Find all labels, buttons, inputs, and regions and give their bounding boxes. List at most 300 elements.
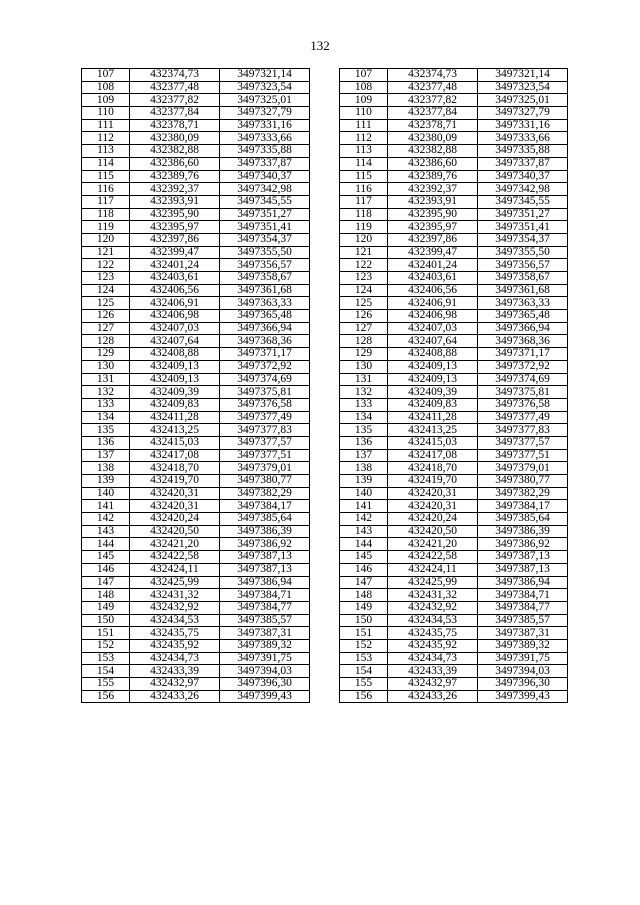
table-row — [82, 639, 568, 652]
left-y-coordinate-cell: 3497382,29 — [220, 487, 310, 500]
left-point-number-cell: 129 — [82, 348, 130, 361]
column-gap — [310, 525, 340, 538]
left-y-coordinate-cell: 3497363,33 — [220, 297, 310, 310]
left-x-coordinate-cell: 432422,58 — [130, 551, 220, 564]
left-x-coordinate-cell: 432406,56 — [130, 284, 220, 297]
left-y-coordinate-cell: 3497384,77 — [220, 601, 310, 614]
table-row — [82, 475, 568, 488]
table-row — [82, 94, 568, 107]
column-gap — [310, 360, 340, 373]
right-point-number-cell: 115 — [340, 170, 388, 183]
right-x-coordinate-cell: 432411,28 — [388, 411, 478, 424]
table-row — [82, 246, 568, 259]
column-gap — [310, 322, 340, 335]
right-x-coordinate-cell: 432395,97 — [388, 221, 478, 234]
table-row — [82, 107, 568, 120]
right-point-number-cell: 125 — [340, 297, 388, 310]
right-x-coordinate-cell: 432419,70 — [388, 475, 478, 488]
right-y-coordinate-cell: 3497376,58 — [478, 398, 568, 411]
left-y-coordinate-cell: 3497387,13 — [220, 551, 310, 564]
left-point-number-cell: 114 — [82, 157, 130, 170]
right-point-number-cell: 108 — [340, 81, 388, 94]
right-point-number-cell: 132 — [340, 386, 388, 399]
left-y-coordinate-cell: 3497358,67 — [220, 272, 310, 285]
column-gap — [310, 284, 340, 297]
table-row — [82, 665, 568, 678]
right-x-coordinate-cell: 432380,09 — [388, 132, 478, 145]
right-y-coordinate-cell: 3497351,27 — [478, 208, 568, 221]
right-x-coordinate-cell: 432420,31 — [388, 500, 478, 513]
column-gap — [310, 233, 340, 246]
left-x-coordinate-cell: 432407,64 — [130, 335, 220, 348]
left-point-number-cell: 132 — [82, 386, 130, 399]
left-y-coordinate-cell: 3497351,27 — [220, 208, 310, 221]
right-x-coordinate-cell: 432389,76 — [388, 170, 478, 183]
right-point-number-cell: 147 — [340, 576, 388, 589]
left-point-number-cell: 118 — [82, 208, 130, 221]
table-row — [82, 601, 568, 614]
left-x-coordinate-cell: 432435,75 — [130, 627, 220, 640]
column-gap — [310, 487, 340, 500]
right-point-number-cell: 136 — [340, 436, 388, 449]
right-point-number-cell: 131 — [340, 373, 388, 386]
right-x-coordinate-cell: 432434,73 — [388, 652, 478, 665]
column-gap — [310, 690, 340, 703]
table-row — [82, 284, 568, 297]
right-point-number-cell: 150 — [340, 614, 388, 627]
column-gap — [310, 639, 340, 652]
column-gap — [310, 462, 340, 475]
right-y-coordinate-cell: 3497321,14 — [478, 69, 568, 82]
right-point-number-cell: 124 — [340, 284, 388, 297]
table-row — [82, 145, 568, 158]
left-x-coordinate-cell: 432395,97 — [130, 221, 220, 234]
left-point-number-cell: 112 — [82, 132, 130, 145]
left-y-coordinate-cell: 3497335,88 — [220, 145, 310, 158]
right-x-coordinate-cell: 432406,56 — [388, 284, 478, 297]
table-row — [82, 678, 568, 691]
left-point-number-cell: 115 — [82, 170, 130, 183]
right-x-coordinate-cell: 432421,20 — [388, 538, 478, 551]
table-row — [82, 195, 568, 208]
left-x-coordinate-cell: 432401,24 — [130, 259, 220, 272]
right-x-coordinate-cell: 432378,71 — [388, 119, 478, 132]
right-y-coordinate-cell: 3497372,92 — [478, 360, 568, 373]
table-row — [82, 310, 568, 323]
column-gap — [310, 563, 340, 576]
column-gap — [310, 665, 340, 678]
right-x-coordinate-cell: 432417,08 — [388, 449, 478, 462]
table-row — [82, 132, 568, 145]
left-point-number-cell: 152 — [82, 639, 130, 652]
left-x-coordinate-cell: 432434,73 — [130, 652, 220, 665]
column-gap — [310, 221, 340, 234]
column-gap — [310, 576, 340, 589]
right-y-coordinate-cell: 3497356,57 — [478, 259, 568, 272]
left-point-number-cell: 135 — [82, 424, 130, 437]
left-x-coordinate-cell: 432419,70 — [130, 475, 220, 488]
right-y-coordinate-cell: 3497361,68 — [478, 284, 568, 297]
page-number: 132 — [310, 38, 330, 53]
left-point-number-cell: 131 — [82, 373, 130, 386]
right-point-number-cell: 127 — [340, 322, 388, 335]
right-point-number-cell: 143 — [340, 525, 388, 538]
column-gap — [310, 373, 340, 386]
right-point-number-cell: 113 — [340, 145, 388, 158]
column-gap — [310, 81, 340, 94]
column-gap — [310, 411, 340, 424]
right-point-number-cell: 152 — [340, 639, 388, 652]
left-y-coordinate-cell: 3497385,57 — [220, 614, 310, 627]
right-point-number-cell: 134 — [340, 411, 388, 424]
right-x-coordinate-cell: 432431,32 — [388, 589, 478, 602]
right-x-coordinate-cell: 432413,25 — [388, 424, 478, 437]
column-gap — [310, 297, 340, 310]
left-y-coordinate-cell: 3497375,81 — [220, 386, 310, 399]
left-x-coordinate-cell: 432377,82 — [130, 94, 220, 107]
left-point-number-cell: 154 — [82, 665, 130, 678]
right-x-coordinate-cell: 432433,26 — [388, 690, 478, 703]
right-x-coordinate-cell: 432418,70 — [388, 462, 478, 475]
left-y-coordinate-cell: 3497342,98 — [220, 183, 310, 196]
right-x-coordinate-cell: 432433,39 — [388, 665, 478, 678]
right-y-coordinate-cell: 3497384,17 — [478, 500, 568, 513]
right-y-coordinate-cell: 3497354,37 — [478, 233, 568, 246]
left-y-coordinate-cell: 3497391,75 — [220, 652, 310, 665]
left-y-coordinate-cell: 3497374,69 — [220, 373, 310, 386]
left-x-coordinate-cell: 432433,26 — [130, 690, 220, 703]
left-point-number-cell: 136 — [82, 436, 130, 449]
left-x-coordinate-cell: 432397,86 — [130, 233, 220, 246]
right-x-coordinate-cell: 432401,24 — [388, 259, 478, 272]
left-x-coordinate-cell: 432393,91 — [130, 195, 220, 208]
left-point-number-cell: 143 — [82, 525, 130, 538]
column-gap — [310, 436, 340, 449]
column-gap — [310, 500, 340, 513]
column-gap — [310, 513, 340, 526]
right-y-coordinate-cell: 3497389,32 — [478, 639, 568, 652]
left-point-number-cell: 128 — [82, 335, 130, 348]
left-x-coordinate-cell: 432418,70 — [130, 462, 220, 475]
left-y-coordinate-cell: 3497385,64 — [220, 513, 310, 526]
table-row — [82, 81, 568, 94]
table-row — [82, 157, 568, 170]
right-y-coordinate-cell: 3497377,83 — [478, 424, 568, 437]
right-y-coordinate-cell: 3497358,67 — [478, 272, 568, 285]
right-x-coordinate-cell: 432406,91 — [388, 297, 478, 310]
left-y-coordinate-cell: 3497321,14 — [220, 69, 310, 82]
left-x-coordinate-cell: 432420,31 — [130, 487, 220, 500]
right-y-coordinate-cell: 3497355,50 — [478, 246, 568, 259]
left-point-number-cell: 150 — [82, 614, 130, 627]
left-point-number-cell: 124 — [82, 284, 130, 297]
left-x-coordinate-cell: 432409,13 — [130, 360, 220, 373]
left-point-number-cell: 138 — [82, 462, 130, 475]
left-y-coordinate-cell: 3497377,49 — [220, 411, 310, 424]
right-point-number-cell: 144 — [340, 538, 388, 551]
table-row — [82, 690, 568, 703]
table-row — [82, 259, 568, 272]
column-gap — [310, 348, 340, 361]
column-gap — [310, 157, 340, 170]
left-y-coordinate-cell: 3497365,48 — [220, 310, 310, 323]
right-point-number-cell: 153 — [340, 652, 388, 665]
left-x-coordinate-cell: 432392,37 — [130, 183, 220, 196]
left-point-number-cell: 147 — [82, 576, 130, 589]
column-gap — [310, 310, 340, 323]
left-point-number-cell: 144 — [82, 538, 130, 551]
left-point-number-cell: 134 — [82, 411, 130, 424]
left-y-coordinate-cell: 3497361,68 — [220, 284, 310, 297]
right-x-coordinate-cell: 432377,48 — [388, 81, 478, 94]
right-y-coordinate-cell: 3497331,16 — [478, 119, 568, 132]
left-point-number-cell: 126 — [82, 310, 130, 323]
coordinates-table — [81, 68, 568, 703]
right-y-coordinate-cell: 3497366,94 — [478, 322, 568, 335]
right-point-number-cell: 135 — [340, 424, 388, 437]
right-x-coordinate-cell: 432392,37 — [388, 183, 478, 196]
table-row — [82, 462, 568, 475]
left-point-number-cell: 148 — [82, 589, 130, 602]
column-gap — [310, 678, 340, 691]
left-point-number-cell: 116 — [82, 183, 130, 196]
left-y-coordinate-cell: 3497396,30 — [220, 678, 310, 691]
table-row — [82, 652, 568, 665]
right-point-number-cell: 117 — [340, 195, 388, 208]
table-row — [82, 386, 568, 399]
table-row — [82, 411, 568, 424]
right-point-number-cell: 154 — [340, 665, 388, 678]
left-y-coordinate-cell: 3497380,77 — [220, 475, 310, 488]
left-x-coordinate-cell: 432378,71 — [130, 119, 220, 132]
right-x-coordinate-cell: 432409,83 — [388, 398, 478, 411]
left-point-number-cell: 149 — [82, 601, 130, 614]
left-x-coordinate-cell: 432432,92 — [130, 601, 220, 614]
left-point-number-cell: 110 — [82, 107, 130, 120]
right-y-coordinate-cell: 3497365,48 — [478, 310, 568, 323]
left-x-coordinate-cell: 432417,08 — [130, 449, 220, 462]
left-y-coordinate-cell: 3497337,87 — [220, 157, 310, 170]
left-x-coordinate-cell: 432411,28 — [130, 411, 220, 424]
column-gap — [310, 208, 340, 221]
right-point-number-cell: 129 — [340, 348, 388, 361]
right-x-coordinate-cell: 432386,60 — [388, 157, 478, 170]
column-gap — [310, 119, 340, 132]
right-point-number-cell: 128 — [340, 335, 388, 348]
left-point-number-cell: 140 — [82, 487, 130, 500]
right-y-coordinate-cell: 3497396,30 — [478, 678, 568, 691]
right-y-coordinate-cell: 3497382,29 — [478, 487, 568, 500]
right-point-number-cell: 151 — [340, 627, 388, 640]
right-y-coordinate-cell: 3497399,43 — [478, 690, 568, 703]
table-row — [82, 398, 568, 411]
table-row — [82, 360, 568, 373]
right-y-coordinate-cell: 3497377,49 — [478, 411, 568, 424]
table-row — [82, 551, 568, 564]
right-point-number-cell: 130 — [340, 360, 388, 373]
right-point-number-cell: 111 — [340, 119, 388, 132]
right-point-number-cell: 145 — [340, 551, 388, 564]
right-y-coordinate-cell: 3497345,55 — [478, 195, 568, 208]
table-row — [82, 272, 568, 285]
right-y-coordinate-cell: 3497386,92 — [478, 538, 568, 551]
table-row — [82, 373, 568, 386]
left-point-number-cell: 119 — [82, 221, 130, 234]
column-gap — [310, 132, 340, 145]
left-point-number-cell: 108 — [82, 81, 130, 94]
right-y-coordinate-cell: 3497337,87 — [478, 157, 568, 170]
left-y-coordinate-cell: 3497387,13 — [220, 563, 310, 576]
right-point-number-cell: 123 — [340, 272, 388, 285]
right-y-coordinate-cell: 3497335,88 — [478, 145, 568, 158]
right-y-coordinate-cell: 3497351,41 — [478, 221, 568, 234]
left-x-coordinate-cell: 432409,39 — [130, 386, 220, 399]
left-x-coordinate-cell: 432406,91 — [130, 297, 220, 310]
right-x-coordinate-cell: 432415,03 — [388, 436, 478, 449]
left-x-coordinate-cell: 432433,39 — [130, 665, 220, 678]
left-y-coordinate-cell: 3497377,57 — [220, 436, 310, 449]
left-point-number-cell: 145 — [82, 551, 130, 564]
right-y-coordinate-cell: 3497323,54 — [478, 81, 568, 94]
left-y-coordinate-cell: 3497394,03 — [220, 665, 310, 678]
left-point-number-cell: 127 — [82, 322, 130, 335]
right-y-coordinate-cell: 3497340,37 — [478, 170, 568, 183]
right-x-coordinate-cell: 432406,98 — [388, 310, 478, 323]
left-y-coordinate-cell: 3497387,31 — [220, 627, 310, 640]
left-x-coordinate-cell: 432425,99 — [130, 576, 220, 589]
right-y-coordinate-cell: 3497368,36 — [478, 335, 568, 348]
left-point-number-cell: 123 — [82, 272, 130, 285]
column-gap — [310, 589, 340, 602]
right-y-coordinate-cell: 3497374,69 — [478, 373, 568, 386]
column-gap — [310, 652, 340, 665]
left-x-coordinate-cell: 432395,90 — [130, 208, 220, 221]
table-row — [82, 525, 568, 538]
right-x-coordinate-cell: 432407,03 — [388, 322, 478, 335]
left-y-coordinate-cell: 3497389,32 — [220, 639, 310, 652]
left-y-coordinate-cell: 3497371,17 — [220, 348, 310, 361]
table-row — [82, 119, 568, 132]
left-x-coordinate-cell: 432421,20 — [130, 538, 220, 551]
right-x-coordinate-cell: 432377,82 — [388, 94, 478, 107]
column-gap — [310, 272, 340, 285]
left-y-coordinate-cell: 3497377,51 — [220, 449, 310, 462]
column-gap — [310, 259, 340, 272]
right-x-coordinate-cell: 432409,13 — [388, 373, 478, 386]
right-x-coordinate-cell: 432420,24 — [388, 513, 478, 526]
right-x-coordinate-cell: 432420,50 — [388, 525, 478, 538]
right-y-coordinate-cell: 3497387,13 — [478, 563, 568, 576]
table-row — [82, 513, 568, 526]
left-y-coordinate-cell: 3497331,16 — [220, 119, 310, 132]
right-y-coordinate-cell: 3497371,17 — [478, 348, 568, 361]
column-gap — [310, 183, 340, 196]
left-point-number-cell: 111 — [82, 119, 130, 132]
left-point-number-cell: 107 — [82, 69, 130, 82]
table-row — [82, 576, 568, 589]
right-point-number-cell: 140 — [340, 487, 388, 500]
table-row — [82, 322, 568, 335]
right-x-coordinate-cell: 432432,97 — [388, 678, 478, 691]
left-point-number-cell: 121 — [82, 246, 130, 259]
right-y-coordinate-cell: 3497391,75 — [478, 652, 568, 665]
table-row — [82, 614, 568, 627]
left-y-coordinate-cell: 3497333,66 — [220, 132, 310, 145]
right-y-coordinate-cell: 3497387,13 — [478, 551, 568, 564]
left-x-coordinate-cell: 432409,83 — [130, 398, 220, 411]
column-gap — [310, 627, 340, 640]
left-x-coordinate-cell: 432380,09 — [130, 132, 220, 145]
left-point-number-cell: 117 — [82, 195, 130, 208]
left-x-coordinate-cell: 432431,32 — [130, 589, 220, 602]
left-x-coordinate-cell: 432377,48 — [130, 81, 220, 94]
left-y-coordinate-cell: 3497384,71 — [220, 589, 310, 602]
table-row — [82, 538, 568, 551]
column-gap — [310, 449, 340, 462]
right-point-number-cell: 121 — [340, 246, 388, 259]
right-point-number-cell: 114 — [340, 157, 388, 170]
left-x-coordinate-cell: 432406,98 — [130, 310, 220, 323]
left-y-coordinate-cell: 3497399,43 — [220, 690, 310, 703]
right-point-number-cell: 116 — [340, 183, 388, 196]
right-x-coordinate-cell: 432435,75 — [388, 627, 478, 640]
right-point-number-cell: 146 — [340, 563, 388, 576]
right-x-coordinate-cell: 432435,92 — [388, 639, 478, 652]
left-x-coordinate-cell: 432420,24 — [130, 513, 220, 526]
right-y-coordinate-cell: 3497385,57 — [478, 614, 568, 627]
column-gap — [310, 170, 340, 183]
column-gap — [310, 475, 340, 488]
left-x-coordinate-cell: 432435,92 — [130, 639, 220, 652]
column-gap — [310, 551, 340, 564]
left-x-coordinate-cell: 432374,73 — [130, 69, 220, 82]
right-point-number-cell: 110 — [340, 107, 388, 120]
left-x-coordinate-cell: 432420,31 — [130, 500, 220, 513]
right-y-coordinate-cell: 3497333,66 — [478, 132, 568, 145]
left-point-number-cell: 151 — [82, 627, 130, 640]
right-point-number-cell: 133 — [340, 398, 388, 411]
right-point-number-cell: 119 — [340, 221, 388, 234]
left-y-coordinate-cell: 3497386,92 — [220, 538, 310, 551]
column-gap — [310, 145, 340, 158]
table-row — [82, 69, 568, 82]
right-y-coordinate-cell: 3497325,01 — [478, 94, 568, 107]
table-row — [82, 221, 568, 234]
left-y-coordinate-cell: 3497351,41 — [220, 221, 310, 234]
right-point-number-cell: 137 — [340, 449, 388, 462]
right-y-coordinate-cell: 3497380,77 — [478, 475, 568, 488]
column-gap — [310, 398, 340, 411]
left-point-number-cell: 137 — [82, 449, 130, 462]
column-gap — [310, 195, 340, 208]
right-point-number-cell: 142 — [340, 513, 388, 526]
column-gap — [310, 94, 340, 107]
right-point-number-cell: 156 — [340, 690, 388, 703]
left-x-coordinate-cell: 432403,61 — [130, 272, 220, 285]
right-x-coordinate-cell: 432374,73 — [388, 69, 478, 82]
left-point-number-cell: 125 — [82, 297, 130, 310]
left-x-coordinate-cell: 432399,47 — [130, 246, 220, 259]
right-point-number-cell: 109 — [340, 94, 388, 107]
left-point-number-cell: 122 — [82, 259, 130, 272]
right-point-number-cell: 122 — [340, 259, 388, 272]
right-point-number-cell: 148 — [340, 589, 388, 602]
left-y-coordinate-cell: 3497345,55 — [220, 195, 310, 208]
table-row — [82, 348, 568, 361]
right-x-coordinate-cell: 432393,91 — [388, 195, 478, 208]
right-point-number-cell: 118 — [340, 208, 388, 221]
table-row — [82, 627, 568, 640]
